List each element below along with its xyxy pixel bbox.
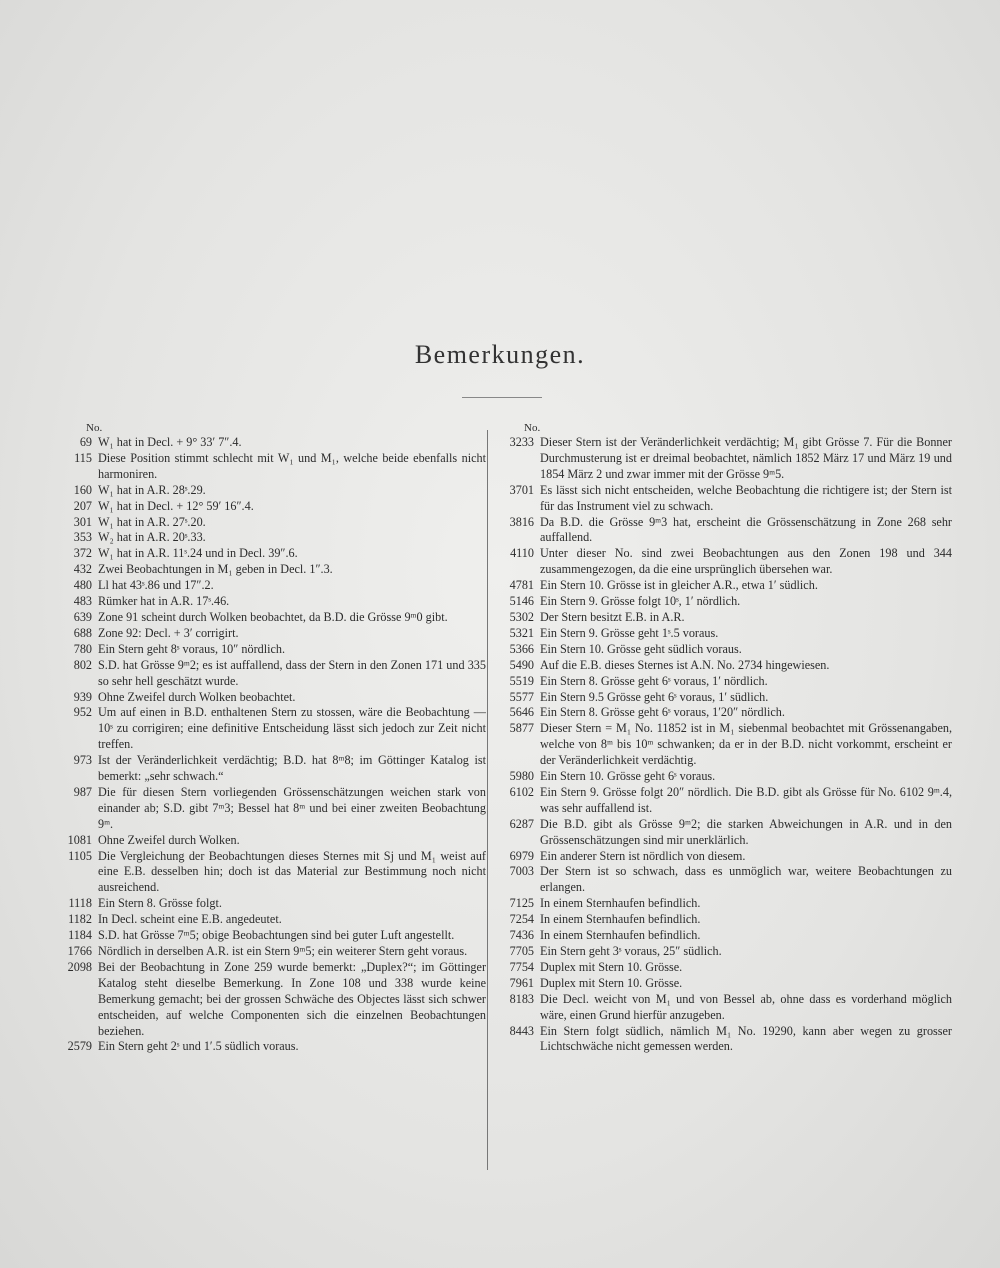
remark-text: Ein Stern 10. Grösse ist in gleicher A.R., etwa 1′ südlich. [540,578,818,593]
remark-number: 1105 [68,848,92,863]
remark-entry [500,658,952,674]
remark-entry [500,705,952,721]
remark-number: 5877 [509,721,534,736]
remark-number: 3701 [509,482,534,497]
column-divider [487,430,488,1170]
remark-number: 688 [73,625,92,640]
remark-entry [500,626,952,642]
remark-entry [46,610,486,626]
remark-number: 952 [73,705,92,720]
remark-number: 2098 [67,959,92,974]
remark-number: 4110 [510,546,534,561]
remark-entry [46,849,486,897]
remark-text: Dieser Stern = M₁ No. 11852 ist in M₁ siebenmal beobachtet mit Grössenangaben, welche von 8ᵐ bis 10ᵐ schwanken; da er in der B.D. nicht vorkommt, erscheint er der Veränderlichkeit verdächtig. [540,721,952,768]
remark-number: 1766 [67,944,92,958]
remark-number: 802 [73,657,92,672]
remark-number: 301 [73,514,92,529]
remark-entry [500,960,952,976]
remark-entry [500,642,952,658]
remark-entry [46,499,486,515]
remark-entry [500,435,952,483]
remark-entry [46,705,486,753]
remark-number: 372 [73,546,92,561]
right-no-header: No. [524,422,541,434]
remark-entry [500,817,952,849]
remark-entry [500,896,952,912]
remark-text: Ein anderer Stern ist nördlich von diesem. [540,848,746,863]
remark-number: 3816 [509,514,534,529]
remark-text: Duplex mit Stern 10. Grösse. [540,959,683,974]
remark-text: Die für diesen Stern vorliegenden Grössenschätzungen weichen stark von einander ab; S.D. gibt 7ᵐ3; Bessel hat 8ᵐ und bei einer zweiten Beobachtung 9ᵐ. [98,784,486,831]
remark-text: Ohne Zweifel durch Wolken. [98,832,240,847]
remark-entry [500,769,952,785]
remark-text: Bei der Beobachtung in Zone 259 wurde bemerkt: „Duplex?“; im Göttinger Katalog steht dieselbe Bemerkung. In Zone 108 und 338 wurde keine Bemerkung gemacht; bei der grossen Schwäche des Objectes lässt sich schwer entscheiden, auf welche Componenten sich die einzelnen Beobachtungen beziehen. [98,959,486,1038]
remark-number: 1184 [68,928,92,943]
remark-text: S.D. hat Grösse 7ᵐ5; obige Beobachtungen sind bei guter Luft angestellt. [98,928,455,943]
remark-text: Zwei Beobachtungen in M₁ geben in Decl. 1″.3. [98,562,333,577]
remark-number: 4781 [509,578,534,593]
remark-number: 7436 [509,928,534,943]
remark-number: 987 [73,784,92,799]
remark-entry [500,578,952,594]
remark-entry [500,721,952,769]
remark-number: 480 [73,578,92,593]
remark-entry [500,849,952,865]
remark-entry [46,626,486,642]
remark-number: 973 [73,753,92,768]
remark-entry [500,1024,952,1056]
remark-text: Der Stern ist so schwach, dass es unmöglich war, weitere Beobachtungen zu erlangen. [540,864,952,895]
remark-text: Ein Stern geht 2ˢ und 1′.5 südlich voraus. [98,1039,299,1054]
remark-text: Es lässt sich nicht entscheiden, welche Beobachtung die richtigere ist; der Stern ist für das Instrument viel zu schwach. [540,482,952,513]
remark-entry [500,944,952,960]
remark-text: In Decl. scheint eine E.B. angedeutet. [98,912,282,927]
remark-number: 7705 [509,944,534,958]
remark-entry [46,546,486,562]
remark-number: 8443 [509,1023,534,1038]
remark-text: W₁ hat in A.R. 28ˢ.29. [98,482,206,497]
remark-text: Diese Position stimmt schlecht mit W₁ und M₁, welche beide ebenfalls nicht harmoniren. [98,450,486,481]
remark-entry [500,785,952,817]
remark-number: 6287 [509,816,534,831]
remark-text: W₁ hat in Decl. + 12° 59′ 16″.4. [98,498,254,513]
remark-number: 7961 [509,975,534,990]
remark-text: W₁ hat in A.R. 11ˢ.24 und in Decl. 39″.6. [98,546,298,561]
remark-number: 939 [73,689,92,704]
remark-text: Ist der Veränderlichkeit verdächtig; B.D. hat 8ᵐ8; im Göttinger Katalog ist bemerkt: „sehr schwach.“ [98,753,486,784]
remark-number: 5519 [509,673,534,688]
remark-text: Ohne Zweifel durch Wolken beobachtet. [98,689,296,704]
remark-number: 780 [73,641,92,656]
remark-text: In einem Sternhaufen befindlich. [540,912,701,927]
remark-entry [46,435,486,451]
remark-entry [46,928,486,944]
remark-number: 6102 [509,784,534,799]
remark-entry [46,960,486,1040]
remark-entry [46,562,486,578]
remark-entry [46,912,486,928]
remark-entry [500,546,952,578]
remark-text: Unter dieser No. sind zwei Beobachtungen aus den Zonen 198 und 344 zusammengezogen, da die eine ursprünglich übersehen war. [540,546,952,577]
remark-text: Ein Stern 9. Grösse geht 1ˢ.5 voraus. [540,625,719,640]
remark-entry [500,610,952,626]
remark-number: 207 [73,498,92,513]
remark-entry [46,594,486,610]
remark-number: 5366 [509,641,534,656]
remark-text: Ein Stern 10. Grösse geht 6ˢ voraus. [540,769,716,784]
page-title: Bemerkungen. [414,340,586,369]
remark-text: W₂ hat in A.R. 20ˢ.33. [98,530,206,545]
remark-number: 639 [73,609,92,624]
remark-text: Ein Stern 9.5 Grösse geht 6ˢ voraus, 1′ südlich. [540,689,769,704]
remark-number: 483 [73,594,92,609]
remark-entry [500,992,952,1024]
remark-entry [46,515,486,531]
remark-number: 5302 [509,609,534,624]
remark-text: Ein Stern geht 8ˢ voraus, 10″ nördlich. [98,641,286,656]
remark-number: 6979 [509,848,534,863]
remark-number: 2579 [67,1039,92,1054]
remark-number: 5321 [509,625,534,640]
title-rule [462,397,542,398]
remark-number: 3233 [509,435,534,449]
remark-entry [500,976,952,992]
remark-text: S.D. hat Grösse 9ᵐ2; es ist auffallend, dass der Stern in den Zonen 171 und 335 so sehr hell geschätzt wurde. [98,657,486,688]
remark-text: Zone 91 scheint durch Wolken beobachtet, da B.D. die Grösse 9ᵐ0 gibt. [98,609,448,624]
remark-text: Die Decl. weicht von M₁ und von Bessel ab, ohne dass es vorderhand möglich wäre, einen Grund hierfür anzugeben. [540,991,952,1022]
remark-number: 7003 [509,864,534,879]
remark-number: 5146 [509,594,534,609]
remark-entry [500,690,952,706]
remark-text: Nördlich in derselben A.R. ist ein Stern 9ᵐ5; ein weiterer Stern geht voraus. [98,944,468,958]
remark-number: 115 [74,450,92,465]
remark-entry [46,833,486,849]
remark-entry [46,1039,486,1055]
remark-text: Ein Stern 8. Grösse geht 6ˢ voraus, 1′ nördlich. [540,673,768,688]
remark-text: Ein Stern 9. Grösse folgt 10ˢ, 1′ nördlich. [540,594,741,609]
remark-number: 1182 [68,912,92,927]
remark-text: Ein Stern folgt südlich, nämlich M₁ No. 19290, kann aber wegen zu grosser Lichtschwäche nicht gemessen werden. [540,1023,952,1054]
remark-text: Ein Stern 8. Grösse geht 6ˢ voraus, 1′20″ nördlich. [540,705,785,720]
remark-entry [500,864,952,896]
remark-text: W₁ hat in Decl. + 9° 33′ 7″.4. [98,435,242,449]
remark-text: In einem Sternhaufen befindlich. [540,896,701,911]
left-no-header: No. [86,422,103,434]
remark-entry [500,483,952,515]
remark-number: 432 [73,562,92,577]
remark-text: Zone 92: Decl. + 3′ corrigirt. [98,625,239,640]
remark-text: Um auf einen in B.D. enthaltenen Stern zu stossen, wäre die Beobachtung — 10ˢ zu corrigiren; eine definitive Entscheidung lässt sich jedoch zur Zeit nicht treffen. [98,705,486,752]
remark-text: Der Stern besitzt E.B. in A.R. [540,609,685,624]
remark-text: Die B.D. gibt als Grösse 9ᵐ2; die starken Abweichungen in A.R. und in den Grössenschätzungen sind mir unerklärlich. [540,816,952,847]
remark-number: 5577 [509,689,534,704]
remark-text: In einem Sternhaufen befindlich. [540,928,701,943]
remark-text: Ein Stern 10. Grösse geht südlich voraus. [540,641,742,656]
remark-entry [500,928,952,944]
remark-number: 7254 [509,912,534,927]
remark-entry [46,642,486,658]
remark-entry [46,483,486,499]
remark-text: Auf die E.B. dieses Sternes ist A.N. No. 2734 hingewiesen. [540,657,830,672]
remark-number: 7125 [509,896,534,911]
remark-number: 160 [73,482,92,497]
remark-number: 5490 [509,657,534,672]
remark-entry [500,594,952,610]
remark-entry [46,785,486,833]
remark-number: 5646 [509,705,534,720]
remark-text: Die Vergleichung der Beobachtungen dieses Sternes mit Sj und M₁ weist auf eine E.B. desselben hin; doch ist das Material zur Bestimmung noch nicht ausreichend. [98,848,486,895]
remark-number: 5980 [509,769,534,784]
left-column [46,421,486,1055]
remark-text: Ein Stern 8. Grösse folgt. [98,896,222,911]
remark-number: 1081 [67,832,92,847]
remark-entry [46,944,486,960]
remark-entry [500,674,952,690]
remark-entry [46,578,486,594]
remark-number: 1118 [68,896,92,911]
remark-text: Duplex mit Stern 10. Grösse. [540,975,683,990]
remark-entry [46,658,486,690]
remark-text: W₁ hat in A.R. 27ˢ.20. [98,514,206,529]
remark-entry [500,912,952,928]
remark-entry [46,896,486,912]
remark-number: 7754 [509,959,534,974]
remark-number: 69 [79,435,92,449]
remark-number: 8183 [509,991,534,1006]
remark-text: Ll hat 43ˢ.86 und 17″.2. [98,578,214,593]
remark-text: Ein Stern geht 3ˢ voraus, 25″ südlich. [540,944,722,958]
remark-entry [46,753,486,785]
remark-entry [46,690,486,706]
remark-text: Rümker hat in A.R. 17ˢ.46. [98,594,230,609]
right-column [500,421,952,1055]
remark-text: Da B.D. die Grösse 9ᵐ3 hat, erscheint die Grössenschätzung in Zone 268 sehr auffallend. [540,514,952,545]
remark-entry [46,530,486,546]
remark-number: 353 [73,530,92,545]
remark-text: Dieser Stern ist der Veränderlichkeit verdächtig; M₁ gibt Grösse 7. Für die Bonner Durchmusterung ist er dreimal beobachtet, nämlich 1852 März 17 und März 19 und 1854 März 2 und zwar immer mit der Grösse 9ᵐ5. [540,435,952,481]
remark-entry [500,515,952,547]
remark-text: Ein Stern 9. Grösse folgt 20″ nördlich. Die B.D. gibt als Grösse für No. 6102 9ᵐ.4, was sehr auffallend ist. [540,784,952,815]
remark-entry [46,451,486,483]
